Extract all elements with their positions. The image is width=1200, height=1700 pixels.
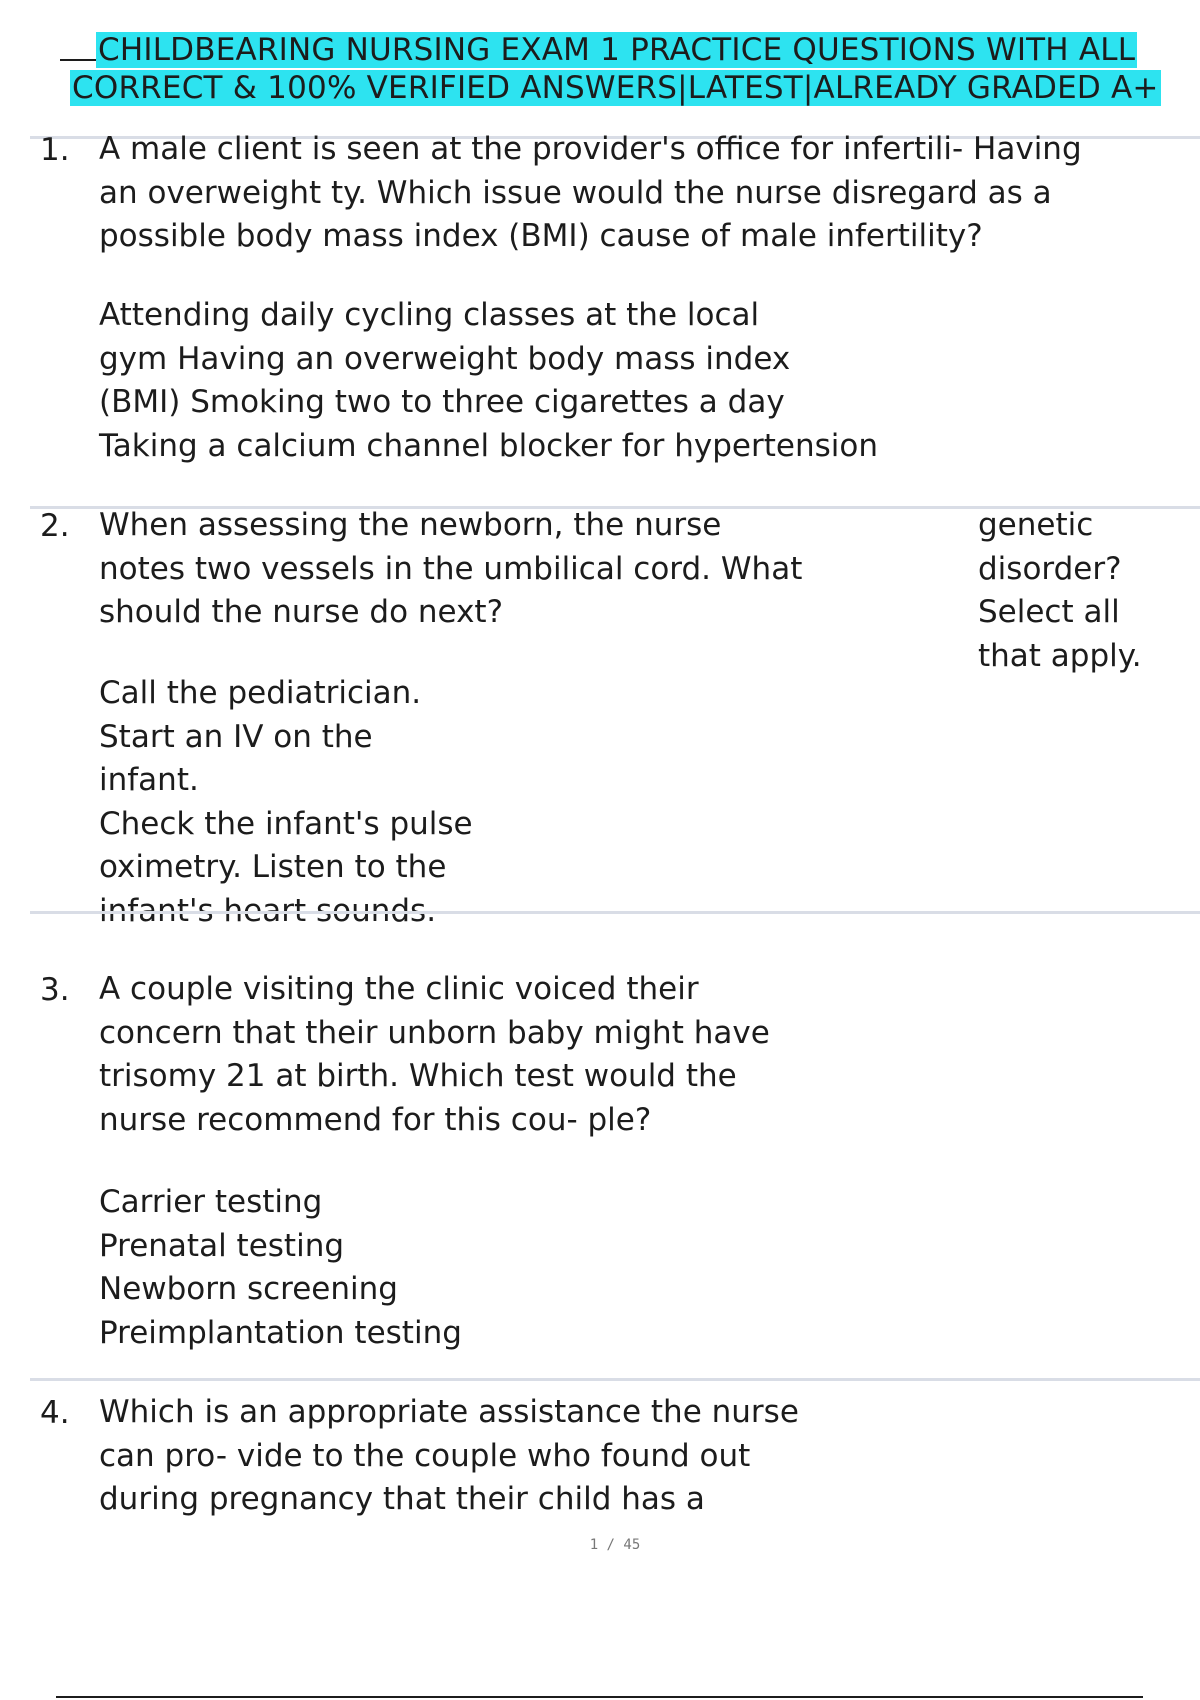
answer-option: Attending daily cycling classes at the local xyxy=(99,297,760,333)
answer-option: Call the pediatrician. xyxy=(99,675,422,711)
answer-option: Carrier testing xyxy=(99,1184,323,1220)
question-text-line: possible body mass index (BMI) cause of male infertility? xyxy=(99,218,983,254)
bottom-rule xyxy=(56,1696,1143,1698)
question-text xyxy=(99,1391,1099,1522)
side-text-line: Select all xyxy=(978,594,1120,630)
question-text-line: When assessing the newborn, the nurse xyxy=(99,507,722,543)
question-text-line: A male client is seen at the provider's office for infertili- Having xyxy=(99,131,1082,167)
answer-option: infant's heart sounds. xyxy=(99,892,437,929)
question-number: 4. xyxy=(40,1395,70,1431)
answer-option: infant. xyxy=(99,762,199,798)
question-text-line: trisomy 21 at birth. Which test would the xyxy=(99,1058,737,1094)
question-text-line: A couple visiting the clinic voiced their xyxy=(99,971,699,1007)
answer-option: oximetry. Listen to the xyxy=(99,849,447,885)
title-text-1: CHILDBEARING NURSING EXAM 1 PRACTICE QUESTIONS WITH ALL xyxy=(98,32,1136,68)
answer-option: Newborn screening xyxy=(99,1271,398,1307)
question-text xyxy=(99,128,1099,259)
answer-options xyxy=(99,1181,999,1355)
question-text xyxy=(99,968,1099,1142)
question-separator xyxy=(30,911,1200,914)
side-text-line: genetic xyxy=(978,507,1094,543)
title-lead-rule xyxy=(60,59,96,61)
question-number: 2. xyxy=(40,508,70,544)
answer-option: (BMI) Smoking two to three cigarettes a day xyxy=(99,384,785,420)
question-text-line: Which is an appropriate assistance the nurse xyxy=(99,1394,799,1430)
answer-option: Taking a calcium channel blocker for hypertension xyxy=(99,427,878,464)
answer-option: Check the infant's pulse xyxy=(99,805,473,842)
title-line-1 xyxy=(60,30,1200,70)
question-text-line: should the nurse do next? xyxy=(99,594,504,630)
answer-option: Prenatal testing xyxy=(99,1227,345,1264)
question-text-line: notes two vessels in the umbilical cord. What xyxy=(99,550,803,587)
question-text-line: nurse recommend for this cou- ple? xyxy=(99,1101,652,1138)
answer-option: gym Having an overweight body mass index xyxy=(99,340,791,377)
question-text-line: can pro- vide to the couple who found out xyxy=(99,1437,751,1474)
page-number: 1 / 45 xyxy=(589,1537,641,1553)
question-text-line: an overweight ty. Which issue would the nurse disregard as a xyxy=(99,174,1052,211)
answer-option: Preimplantation testing xyxy=(99,1314,462,1351)
answer-options xyxy=(99,294,999,468)
question-number: 3. xyxy=(40,972,70,1008)
question-separator xyxy=(30,1378,1200,1381)
question-text xyxy=(99,504,1099,635)
document-title xyxy=(0,30,1200,110)
question-text-line: during pregnancy that their child has a xyxy=(99,1481,705,1517)
answer-options xyxy=(99,672,999,933)
question-text-line: concern that their unborn baby might have xyxy=(99,1014,770,1051)
side-text-line: disorder? xyxy=(978,550,1122,587)
side-text-line: that apply. xyxy=(978,637,1142,674)
answer-option: Start an IV on the xyxy=(99,718,373,755)
question-side-text xyxy=(978,504,1200,678)
title-text-2: CORRECT & 100% VERIFIED ANSWERS|LATEST|ALREADY GRADED A+ xyxy=(72,70,1159,106)
title-line-2 xyxy=(70,68,1200,108)
question-number: 1. xyxy=(40,132,70,168)
